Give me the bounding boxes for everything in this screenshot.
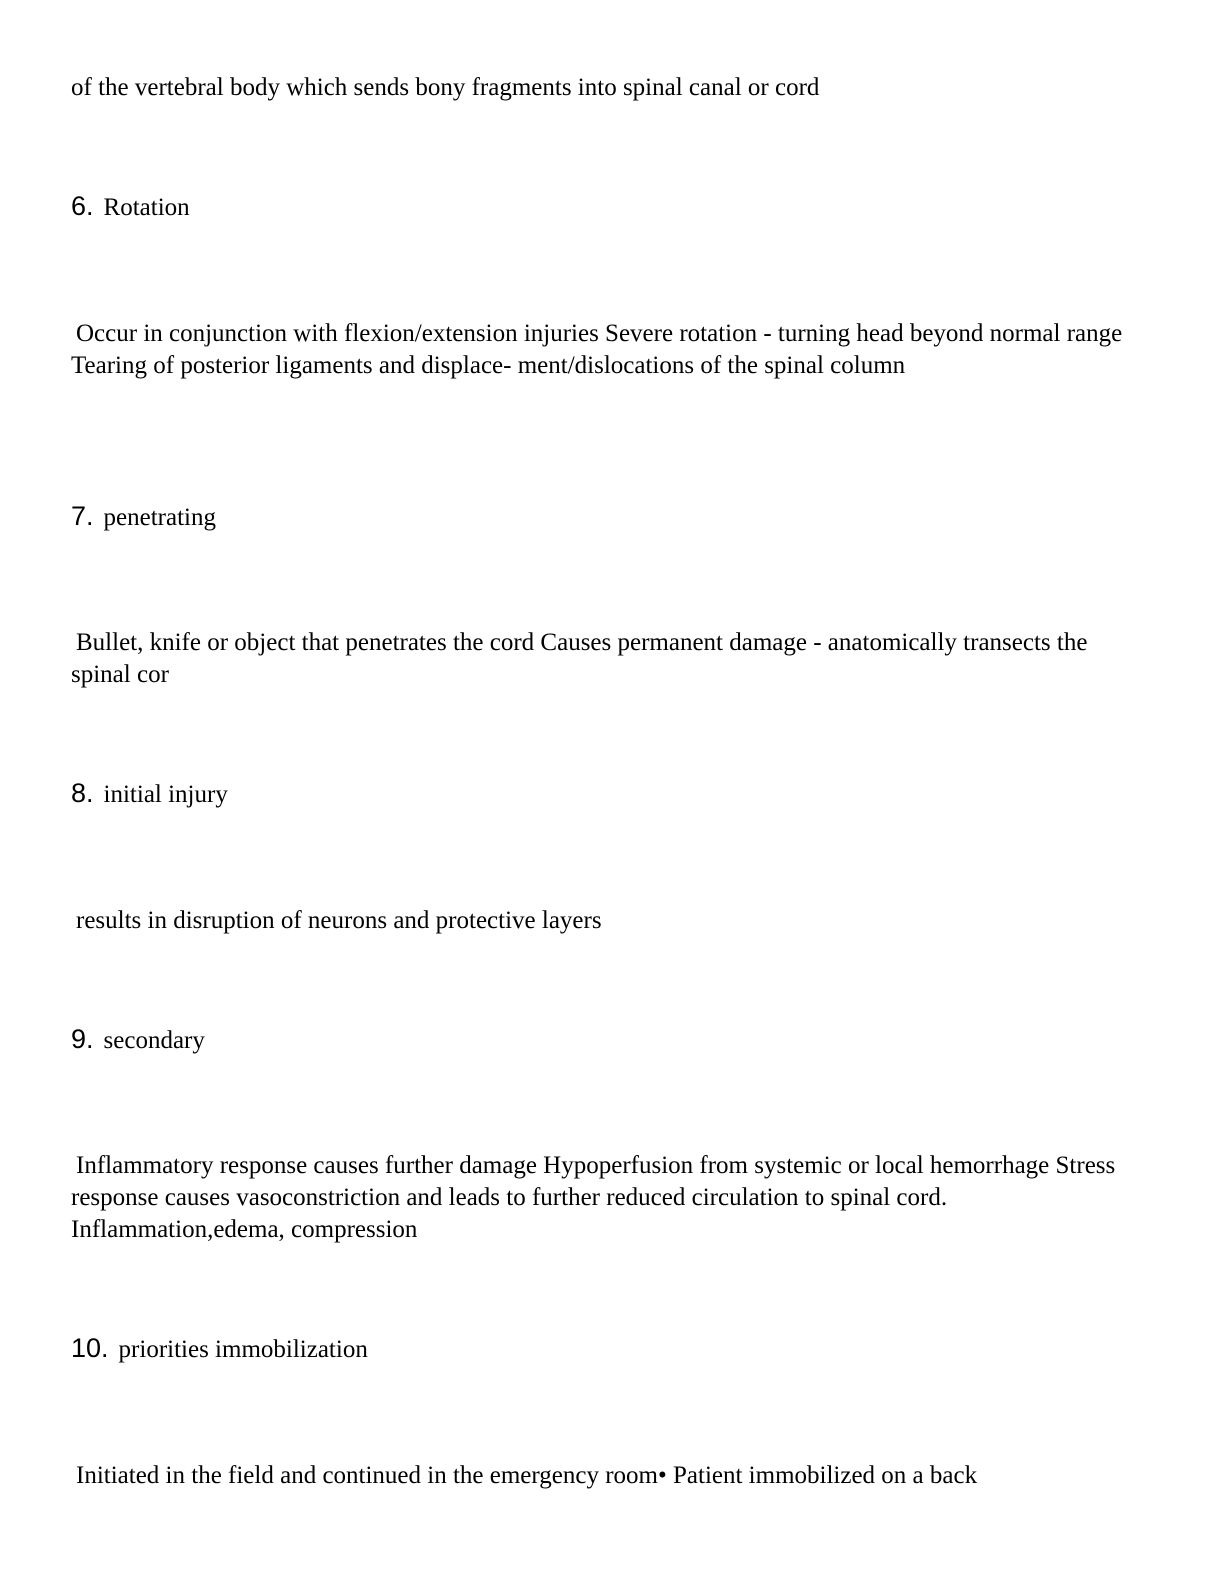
card-term-9 [71, 1023, 205, 1057]
term-label: priorities immobilization [118, 1336, 368, 1363]
card-definition-8: results in disruption of neurons and protective layers [76, 907, 602, 934]
card-number: 6. [71, 191, 94, 221]
card-definition-9: Inflammatory response causes further damage Hypoperfusion from systemic or local hemorrhage Stress response causes vasoconstriction and leads to further reduced circulation to spinal cord. Inflammation,edema, compression [71, 1152, 1116, 1243]
card-term-7 [71, 500, 216, 534]
card-term-6 [71, 190, 190, 224]
card-definition-7: Bullet, knife or object that penetrates the cord Causes permanent damage - anatomically transects the spinal cor [71, 629, 1088, 688]
card-definition-6: Occur in conjunction with flexion/extension injuries Severe rotation - turning head beyond normal range Tearing of posterior ligaments and displace- ment/dislocations of the spinal column [71, 320, 1123, 379]
card-number: 10. [71, 1333, 109, 1363]
continuation-text: of the vertebral body which sends bony fragments into spinal canal or cord [71, 74, 820, 101]
card-term-10 [71, 1332, 368, 1366]
term-label: Rotation [103, 194, 190, 221]
card-number: 8. [71, 778, 94, 808]
term-label: initial injury [103, 781, 228, 808]
term-label: penetrating [103, 504, 216, 531]
term-label: secondary [103, 1027, 205, 1054]
card-definition-10: Initiated in the field and continued in the emergency room• Patient immobilized on a back [76, 1462, 978, 1489]
card-number: 7. [71, 501, 94, 531]
card-term-8 [71, 777, 228, 811]
card-number: 9. [71, 1024, 94, 1054]
